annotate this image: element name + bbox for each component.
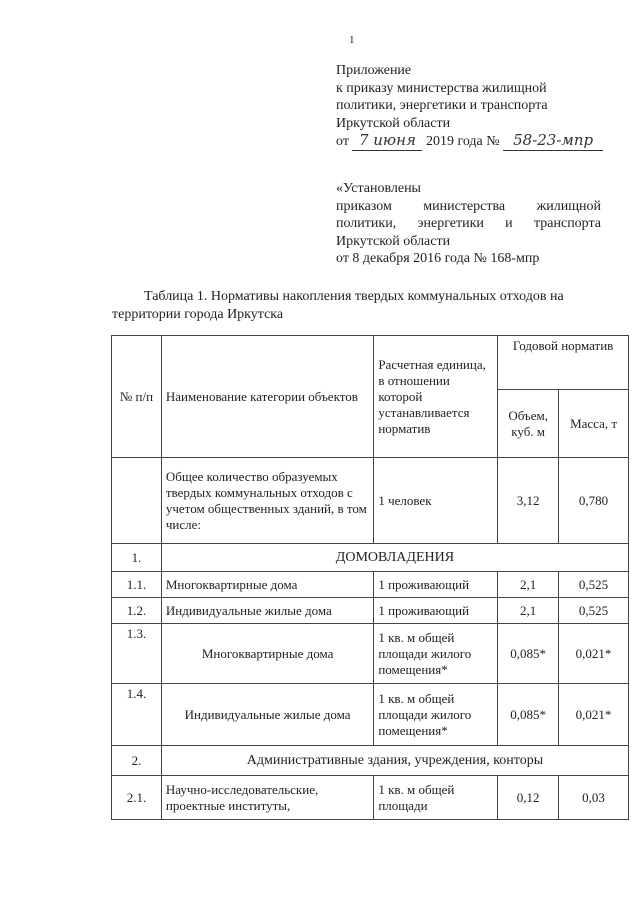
handwritten-order-number: 58-23-мпр xyxy=(503,132,603,151)
table-section-row xyxy=(112,746,629,776)
order-year: 2019 года № xyxy=(425,134,500,149)
cell-mass: 0,780 xyxy=(559,458,629,544)
table-row xyxy=(112,624,629,684)
table-row xyxy=(112,776,629,820)
cell-num: 2.1. xyxy=(112,776,162,820)
date-prefix: от xyxy=(336,134,349,149)
cell-unit: 1 проживающий xyxy=(374,598,498,624)
cell-name: Многоквартирные дома xyxy=(161,624,373,684)
established-line: «Установлены xyxy=(336,181,421,196)
appendix-line: к приказу министерства жилищной xyxy=(336,80,547,96)
cell-unit: 1 кв. м общей площади жилого помещения* xyxy=(374,624,498,684)
cell-name: Индивидуальные жилые дома xyxy=(161,598,373,624)
header-num: № п/п xyxy=(112,336,162,458)
cell-name: Индивидуальные жилые дома xyxy=(161,684,373,746)
section-num: 2. xyxy=(112,746,162,776)
page-number: 1 xyxy=(349,34,355,46)
caption-line: территории города Иркутска xyxy=(112,307,284,322)
cell-num: 1.1. xyxy=(112,572,162,598)
cell-volume: 2,1 xyxy=(498,572,559,598)
established-line: политики, энергетики и транспорта xyxy=(336,216,601,231)
cell-volume: 0,12 xyxy=(498,776,559,820)
cell-mass: 0,021* xyxy=(559,624,629,684)
table-row xyxy=(112,684,629,746)
appendix-line: политики, энергетики и транспорта xyxy=(336,98,548,113)
cell-unit: 1 человек xyxy=(374,458,498,544)
table-section-row xyxy=(112,544,629,572)
cell-name: Научно-исследовательские, проектные институты, xyxy=(161,776,373,820)
cell-volume: 2,1 xyxy=(498,598,559,624)
table-caption xyxy=(112,288,609,324)
cell-volume: 3,12 xyxy=(498,458,559,544)
header-mass: Масса, т xyxy=(559,390,629,458)
established-line: от 8 декабря 2016 года № 168-мпр xyxy=(336,251,540,266)
established-line: Иркутской области xyxy=(336,233,451,249)
table-row xyxy=(112,598,629,624)
cell-unit: 1 кв. м общей площади жилого помещения* xyxy=(374,684,498,746)
handwritten-date: 7 июня xyxy=(352,132,422,151)
appendix-header xyxy=(336,62,603,151)
cell-unit: 1 проживающий xyxy=(374,572,498,598)
established-block xyxy=(336,180,601,268)
cell-name: Общее количество образуемых твердых коммунальных отходов с учетом общественных зданий, в том числе: xyxy=(161,458,373,544)
cell-num: 1.4. xyxy=(112,684,162,746)
cell-volume: 0,085* xyxy=(498,684,559,746)
table-row-total xyxy=(112,458,629,544)
appendix-date-line xyxy=(336,132,603,151)
cell-num xyxy=(112,458,162,544)
cell-unit: 1 кв. м общей площади xyxy=(374,776,498,820)
header-unit: Расчетная единица, в отношении которой устанавливается норматив xyxy=(374,336,498,458)
norms-table xyxy=(111,335,629,820)
cell-mass: 0,525 xyxy=(559,598,629,624)
established-line: приказом министерства жилищной xyxy=(336,198,601,214)
cell-name: Многоквартирные дома xyxy=(161,572,373,598)
cell-mass: 0,03 xyxy=(559,776,629,820)
appendix-line: Иркутской области xyxy=(336,115,451,131)
cell-num: 1.3. xyxy=(112,624,162,684)
table-row xyxy=(112,572,629,598)
cell-volume: 0,085* xyxy=(498,624,559,684)
header-annual: Годовой норматив xyxy=(498,336,629,390)
section-title: ДОМОВЛАДЕНИЯ xyxy=(161,544,628,572)
header-name: Наименование категории объектов xyxy=(161,336,373,458)
section-num: 1. xyxy=(112,544,162,572)
appendix-line: Приложение xyxy=(336,63,412,78)
header-volume: Объем, куб. м xyxy=(498,390,559,458)
cell-mass: 0,021* xyxy=(559,684,629,746)
cell-mass: 0,525 xyxy=(559,572,629,598)
table-header-row xyxy=(112,336,629,390)
section-title: Административные здания, учреждения, конторы xyxy=(161,746,628,776)
cell-num: 1.2. xyxy=(112,598,162,624)
caption-line: Таблица 1. Нормативы накопления твердых коммунальных отходов на xyxy=(144,289,564,304)
